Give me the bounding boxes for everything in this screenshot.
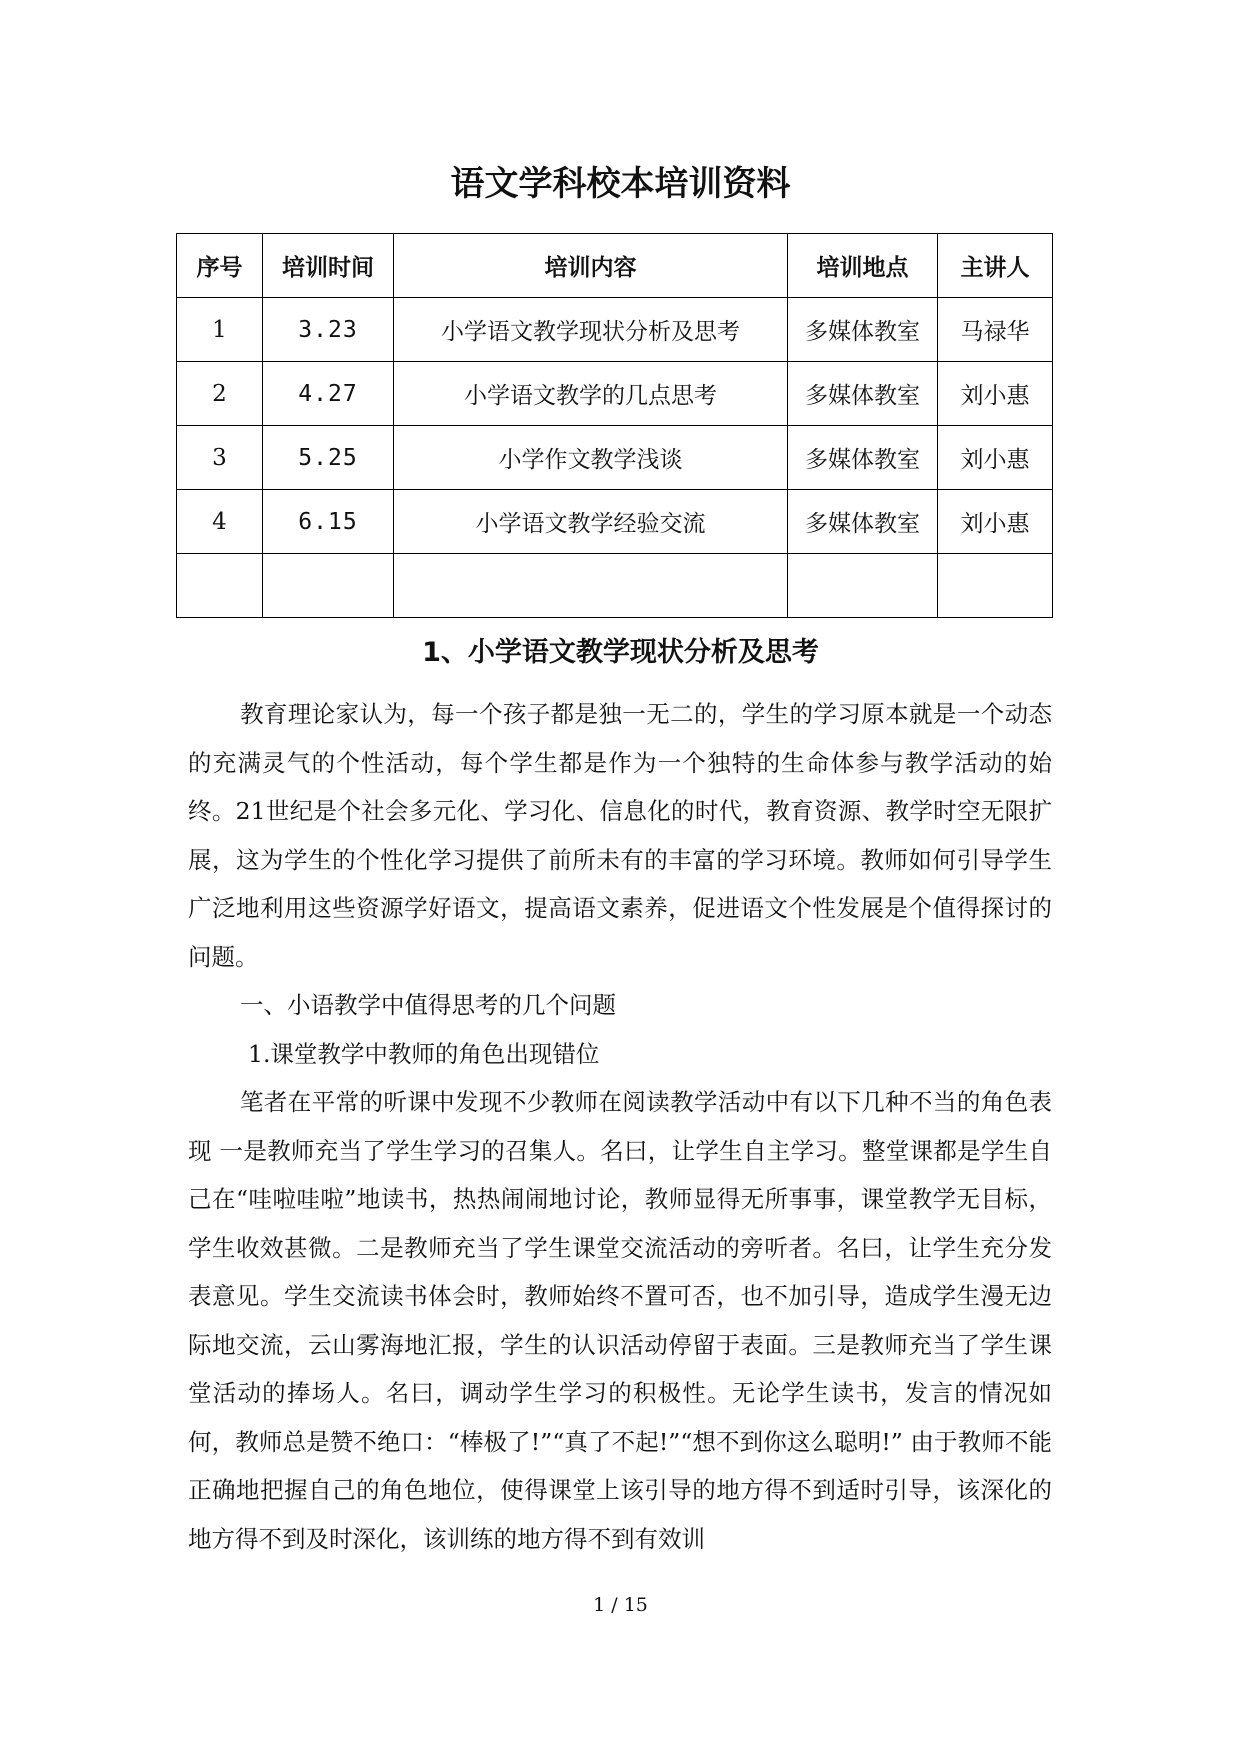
- cell-location: 多媒体教室: [788, 426, 938, 490]
- cell-index: 3: [177, 426, 263, 490]
- cell-speaker: 刘小惠: [938, 426, 1053, 490]
- document-title: 语文学科校本培训资料: [450, 164, 791, 204]
- cell-speaker: 马禄华: [938, 298, 1053, 362]
- table-row: [177, 362, 1053, 426]
- cell-speaker: 刘小惠: [938, 490, 1053, 554]
- cell-time: 5.25: [263, 426, 394, 490]
- cell-location: 多媒体教室: [788, 362, 938, 426]
- cell-content: [394, 554, 788, 618]
- cell-content: 小学语文教学现状分析及思考: [394, 298, 788, 362]
- cell-location: 多媒体教室: [788, 298, 938, 362]
- paragraph-body: 笔者在平常的听课中发现不少教师在阅读教学活动中有以下几种不当的角色表现 一是教师充当了学生学习的召集人。名曰，让学生自主学习。整堂课都是学生自己在“哇啦哇啦”地读书，热热闹闹地讨论，教师显得无所事事，课堂教学无目标，学生收效甚微。二是教师充当了学生课堂交流活动的旁听者。名曰，让学生充分发表意见。学生交流读书体会时，教师始终不置可否，也不加引导，造成学生漫无边际地交流，云山雾海地汇报，学生的认识活动停留于表面。三是教师充当了学生课堂活动的捧场人。名曰，调动学生学习的积极性。无论学生读书，发言的情况如何，教师总是赞不绝口：“棒极了!”“真了不起!”“想不到你这么聪明!” 由于教师不能正确地把握自己的角色地位，使得课堂上该引导的地方得不到适时引导，该深化的地方得不到及时深化，该训练的地方得不到有效训: [188, 1088, 1052, 1553]
- paragraph-subheading: 一、小语教学中值得思考的几个问题: [240, 991, 616, 1019]
- cell-time: 4.27: [263, 362, 394, 426]
- training-schedule-table: [176, 233, 1053, 618]
- cell-location: [788, 554, 938, 618]
- cell-speaker: [938, 554, 1053, 618]
- paragraph-point-heading: 1.课堂教学中教师的角色出现错位: [248, 1039, 600, 1068]
- header-location: 培训地点: [788, 234, 938, 298]
- header-index: 序号: [177, 234, 263, 298]
- cell-location: 多媒体教室: [788, 490, 938, 554]
- cell-index: 1: [177, 298, 263, 362]
- section-heading: 1、小学语文教学现状分析及思考: [422, 637, 819, 668]
- cell-speaker: 刘小惠: [938, 362, 1053, 426]
- cell-time: [263, 554, 394, 618]
- table-header-row: [177, 234, 1053, 298]
- paragraph-intro: 教育理论家认为，每一个孩子都是独一无二的，学生的学习原本就是一个动态的充满灵气的个性活动，每个学生都是作为一个独特的生命体参与教学活动的始终。21世纪是个社会多元化、学习化、信息化的时代，教育资源、教学时空无限扩展，这为学生的个性化学习提供了前所未有的丰富的学习环境。教师如何引导学生广泛地利用这些资源学好语文，提高语文素养，促进语文个性发展是个值得探讨的问题。: [188, 700, 1052, 971]
- page-number: 1 / 15: [593, 1594, 648, 1616]
- table-row: [177, 490, 1053, 554]
- header-content: 培训内容: [394, 234, 788, 298]
- cell-index: 2: [177, 362, 263, 426]
- cell-time: 3.23: [263, 298, 394, 362]
- table-row: [177, 298, 1053, 362]
- header-speaker: 主讲人: [938, 234, 1053, 298]
- cell-content: 小学语文教学经验交流: [394, 490, 788, 554]
- header-time: 培训时间: [263, 234, 394, 298]
- cell-content: 小学语文教学的几点思考: [394, 362, 788, 426]
- table-row: [177, 426, 1053, 490]
- cell-index: [177, 554, 263, 618]
- document-body: [188, 690, 1052, 1563]
- cell-index: 4: [177, 490, 263, 554]
- cell-time: 6.15: [263, 490, 394, 554]
- table-row-empty: [177, 554, 1053, 618]
- cell-content: 小学作文教学浅谈: [394, 426, 788, 490]
